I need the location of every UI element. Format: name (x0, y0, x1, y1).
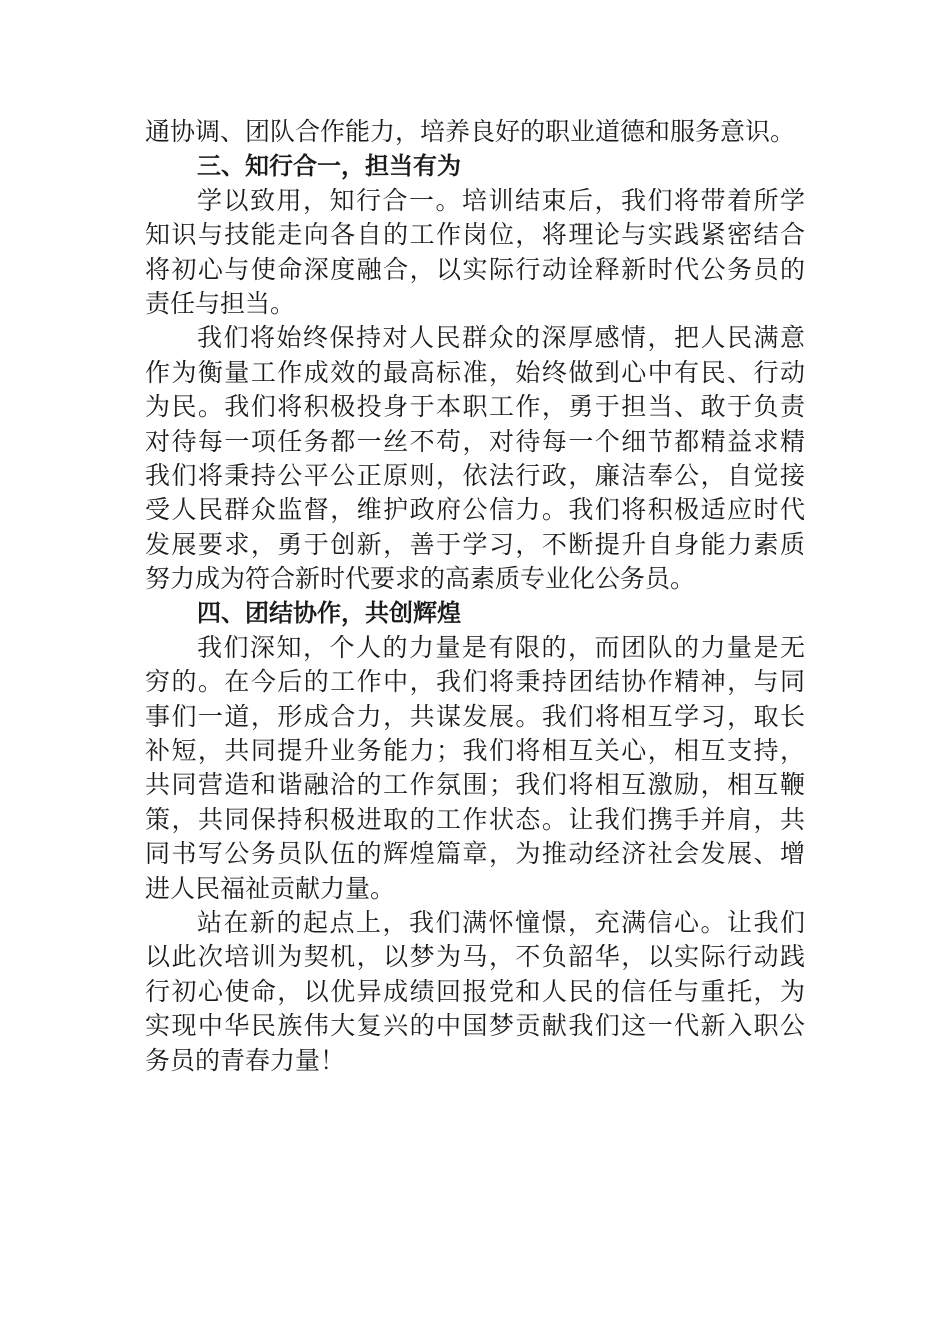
paragraph (145, 184, 805, 322)
text-line: 知识与技能走向各自的工作岗位，将理论与实践紧密结合 (145, 220, 805, 250)
text-line: 受人民群众监督，维护政府公信力。我们将积极适应时代 (145, 495, 805, 525)
text-line: 行初心使命，以优异成绩回报党和人民的信任与重托，为 (145, 976, 805, 1006)
text-line: 通协调、团队合作能力，培养良好的职业道德和服务意识。 (145, 117, 796, 146)
text-line: 实现中华民族伟大复兴的中国梦贡献我们这一代新入职公 (145, 1011, 805, 1041)
text-line: 对待每一项任务都一丝不苟，对待每一个细节都精益求精 (145, 426, 805, 456)
paragraph (145, 631, 805, 906)
paragraph (145, 906, 805, 1078)
paragraph-continuation (145, 115, 805, 149)
document-body (145, 115, 805, 1078)
section-heading-4 (145, 596, 805, 630)
text-line: 共同营造和谐融洽的工作氛围；我们将相互激励，相互鞭 (145, 770, 805, 800)
text-line: 责任与担当。 (145, 288, 296, 318)
text-line: 为民。我们将积极投身于本职工作，勇于担当、敢于负责 (145, 392, 805, 422)
text-line: 学以致用，知行合一。培训结束后，我们将带着所学 (197, 185, 805, 215)
text-line: 作为衡量工作成效的最高标准，始终做到心中有民、行动 (145, 357, 805, 387)
text-line: 以此次培训为契机，以梦为马，不负韶华，以实际行动践 (145, 942, 805, 972)
text-line: 我们将始终保持对人民群众的深厚感情，把人民满意 (197, 323, 805, 353)
text-line: 将初心与使命深度融合，以实际行动诠释新时代公务员的 (145, 254, 805, 284)
text-line: 务员的青春力量！ (145, 1045, 346, 1075)
text-line: 事们一道，形成合力，共谋发展。我们将相互学习，取长 (145, 701, 805, 731)
text-line: 策，共同保持积极进取的工作状态。让我们携手并肩，共 (145, 804, 805, 834)
text-line: 同书写公务员队伍的辉煌篇章，为推动经济社会发展、增 (145, 839, 805, 869)
text-line: 站在新的起点上，我们满怀憧憬，充满信心。让我们 (197, 907, 805, 937)
text-line: 发展要求，勇于创新，善于学习，不断提升自身能力素质 (145, 529, 805, 559)
text-line: 补短，共同提升业务能力；我们将相互关心，相互支持， (145, 736, 805, 766)
text-line: 进人民福祉贡献力量。 (145, 873, 396, 903)
text-line: 穷的。在今后的工作中，我们将秉持团结协作精神，与同 (145, 667, 805, 697)
section-heading-3 (145, 149, 805, 183)
text-line: 努力成为符合新时代要求的高素质专业化公务员。 (145, 564, 696, 594)
heading-text: 三、知行合一，担当有为 (197, 152, 461, 181)
text-line: 我们深知，个人的力量是有限的，而团队的力量是无 (197, 632, 805, 662)
heading-text: 四、团结协作，共创辉煌 (197, 599, 461, 628)
paragraph (145, 321, 805, 596)
text-line: 我们将秉持公平公正原则，依法行政，廉洁奉公，自觉接 (145, 460, 805, 490)
